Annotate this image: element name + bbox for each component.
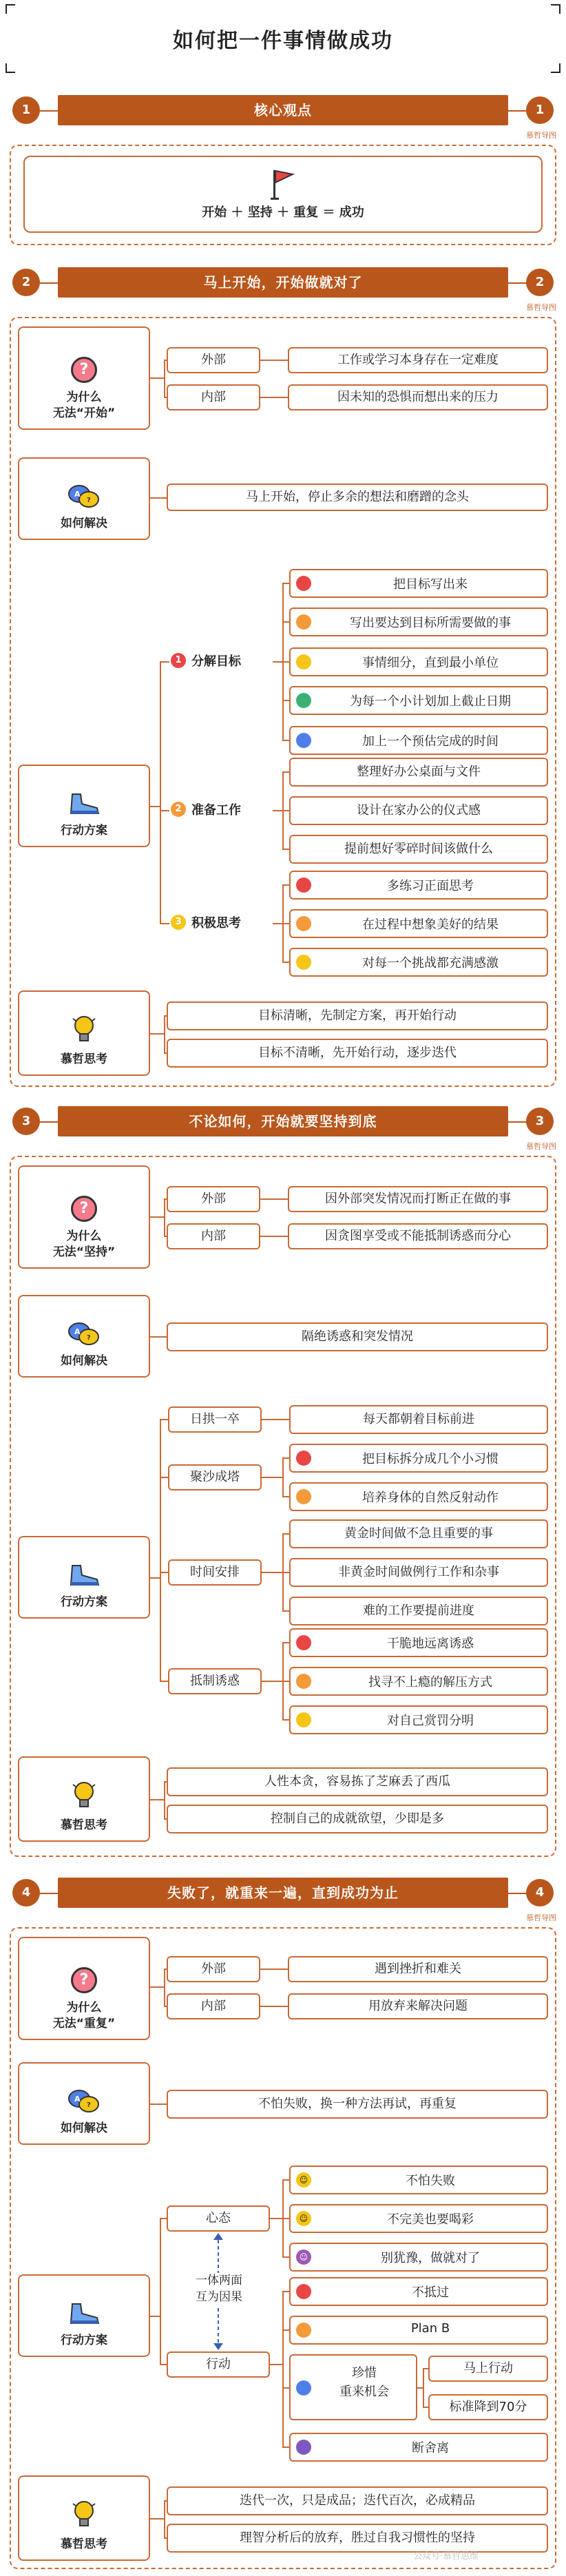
plan-item: 多练习正面思考 (387, 879, 474, 893)
why-external-text: 遇到挫折和难关 (288, 1956, 548, 1982)
group-2 (171, 800, 241, 818)
plan-item: 对自己赏罚分明 (387, 1714, 474, 1728)
credit-label: 慕哲导图 (526, 1913, 556, 1922)
question-icon: ? (71, 357, 97, 383)
why-label-2: 无法“重复” (52, 2017, 116, 2031)
group-name: 积极思考 (191, 916, 241, 931)
relation-label-line-2: 互为因果 (196, 2289, 242, 2304)
tag-internal: 内部 (167, 1223, 260, 1249)
how-text: 隔绝诱惑和突发情况 (167, 1322, 548, 1351)
tag-external: 外部 (167, 1186, 260, 1212)
think-item: 迭代一次，只是成品；迭代百次，必成精品 (167, 2486, 548, 2515)
bulb-icon (72, 1015, 96, 1046)
emoji-icon: ☺ (296, 2172, 311, 2188)
think-node (18, 2475, 150, 2561)
section-banner: 核心观点 (58, 95, 508, 125)
how-node (18, 2062, 150, 2145)
group-1 (171, 652, 241, 669)
section-banner: 马上开始，开始做就对了 (58, 267, 508, 298)
shoe-icon (67, 790, 101, 818)
plan-item: 培养身体的自然反射动作 (362, 1490, 499, 1505)
mind-item: 不完美也要喝彩 (387, 2212, 474, 2227)
shoe-icon (67, 1561, 101, 1589)
plan-item: 事情细分，直到最小单位 (362, 656, 499, 670)
svg-text:?: ? (87, 1334, 91, 1342)
think-item: 控制自己的成就欲望，少即是多 (167, 1805, 548, 1834)
chance-node (313, 2364, 416, 2401)
watermark: 公众号·慕哲思维 (413, 2551, 479, 2562)
section-number: 1 (12, 96, 40, 124)
group-number: 2 (171, 802, 186, 817)
plan-item: 写出要达到目标所需要做的事 (350, 616, 511, 630)
tag-internal: 内部 (167, 384, 260, 411)
group-3 (171, 913, 241, 931)
how-label: 如何解决 (61, 1354, 107, 1369)
credit-label: 慕哲导图 (526, 303, 556, 312)
section-number: 2 (12, 269, 40, 296)
svg-text:?: ? (87, 2101, 91, 2110)
mind-item: 别犹豫，做就对了 (381, 2251, 480, 2265)
tag-internal: 内部 (167, 1993, 260, 2019)
plan-item: 提前想好零碎时间该做什么 (289, 835, 548, 864)
plan-item: 难的工作要提前进度 (289, 1597, 548, 1625)
act-node: 行动 (167, 2351, 270, 2378)
how-node (18, 1295, 150, 1378)
plan-node (18, 1536, 150, 1619)
chance-label-2: 重来机会 (339, 2385, 389, 2399)
tag-external: 外部 (167, 1956, 260, 1982)
question-icon: ? (71, 1196, 97, 1222)
plan-item: 在过程中想象美好的结果 (362, 917, 499, 932)
think-label: 慕哲思考 (61, 2537, 107, 2552)
section-banner: 失败了，就重来一遍，直到成功为止 (58, 1878, 508, 1908)
plan-item: 对每一个挑战都充满感激 (362, 956, 499, 970)
why-external-text: 因外部突发情况而打断正在做的事 (288, 1186, 548, 1212)
svg-text:A: A (74, 2095, 81, 2104)
mind-item: 不怕失败 (406, 2174, 455, 2188)
svg-text:A: A (74, 490, 81, 499)
plan-item: 干脆地远离诱惑 (387, 1637, 474, 1651)
credit-label: 慕哲导图 (526, 131, 556, 140)
section-number: 2 (526, 269, 554, 296)
think-label: 慕哲思考 (61, 1052, 107, 1067)
act-item: 断舍离 (412, 2441, 449, 2455)
how-text: 不怕失败，换一种方法再试，再重复 (167, 2090, 548, 2119)
plan-item: 把目标拆分成几个小习惯 (362, 1452, 499, 1466)
plan-item: 整理好办公桌面与文件 (289, 758, 548, 787)
chance-label-1: 珍惜 (352, 2366, 377, 2380)
why-label-1: 为什么 (66, 1229, 102, 1244)
act-item: 不抵过 (412, 2285, 449, 2300)
plan-node (18, 765, 150, 847)
svg-text:A: A (74, 1327, 81, 1337)
group-name: 准备工作 (191, 803, 241, 818)
how-label: 如何解决 (61, 517, 107, 531)
flag-icon (269, 167, 297, 200)
think-item: 目标清晰，先制定方案，再开始行动 (167, 1001, 548, 1030)
relation-label-line-1: 一体两面 (196, 2274, 242, 2287)
core-formula-text: 开始 ＋ 坚持 ＋ 重复 ＝ 成功 (202, 205, 364, 220)
plan-item: 加上一个预估完成的时间 (362, 734, 499, 749)
why-internal-text: 因贪图享受或不能抵制诱惑而分心 (288, 1223, 548, 1249)
chat-icon (67, 2088, 101, 2115)
chat-icon (67, 1320, 101, 1348)
plan-item: 为每一个小计划加上截止日期 (350, 694, 511, 709)
plan-item: 非黄金时间做例行工作和杂事 (289, 1558, 548, 1587)
section-number: 4 (526, 1879, 554, 1907)
emoji-icon: ☺ (296, 2250, 311, 2265)
why-node (18, 1165, 150, 1269)
svg-text:?: ? (87, 497, 91, 505)
emoji-icon: ☺ (296, 2211, 311, 2226)
why-internal-text: 用放弃来解决问题 (288, 1993, 548, 2019)
relation-label (185, 2273, 253, 2306)
bulb-icon (72, 1780, 96, 1812)
section-number: 1 (526, 96, 554, 124)
shoe-icon (67, 2300, 101, 2327)
mind-node: 心态 (167, 2205, 270, 2232)
section-banner: 不论如何，开始就要坚持到底 (58, 1106, 508, 1136)
how-text: 马上开始，停止多余的想法和磨蹭的念头 (167, 484, 548, 511)
plan-item: 找寻不上瘾的解压方式 (368, 1675, 492, 1690)
why-label-1: 为什么 (66, 2001, 102, 2015)
how-label: 如何解决 (61, 2121, 107, 2136)
plan-label: 行动方案 (61, 824, 107, 838)
group-name: 聚沙成塔 (168, 1464, 262, 1490)
why-node (18, 326, 150, 430)
think-item: 人性本贪，容易拣了芝麻丢了西瓜 (167, 1767, 548, 1796)
group-name: 抵制诱惑 (168, 1668, 262, 1694)
page-title: 如何把一件事情做成功 (173, 29, 393, 53)
why-internal-text: 因未知的恐惧而想出来的压力 (288, 384, 548, 411)
think-node (18, 1756, 150, 1842)
section-number: 3 (526, 1108, 554, 1135)
plan-item: 设计在家办公的仪式感 (289, 796, 548, 825)
credit-label: 慕哲导图 (526, 1142, 556, 1151)
think-label: 慕哲思考 (61, 1818, 107, 1833)
plan-item: 每天都朝着目标前进 (289, 1405, 548, 1434)
why-label-1: 为什么 (66, 391, 102, 405)
plan-item: 把目标写出来 (393, 577, 468, 592)
group-number: 3 (171, 915, 186, 930)
question-icon: ? (71, 1967, 97, 1993)
why-external-text: 工作或学习本身存在一定难度 (288, 347, 548, 373)
bulb-icon (72, 2500, 96, 2531)
plan-node (18, 2274, 150, 2357)
think-node (18, 990, 150, 1076)
core-formula-box (23, 156, 543, 233)
plan-label: 行动方案 (61, 1595, 107, 1610)
how-node (18, 457, 150, 540)
section-number: 3 (12, 1108, 40, 1135)
why-label-2: 无法“开始” (52, 406, 116, 421)
chance-item: 马上行动 (428, 2356, 548, 2382)
chat-icon (67, 483, 101, 510)
plan-item: 黄金时间做不急且重要的事 (289, 1519, 548, 1548)
group-name: 分解目标 (191, 654, 241, 669)
why-label-2: 无法“坚持” (52, 1245, 116, 1260)
tag-external: 外部 (167, 347, 260, 373)
plan-label: 行动方案 (61, 2334, 107, 2348)
group-number: 1 (171, 653, 186, 668)
why-node (18, 1937, 150, 2040)
act-item: Plan B (410, 2321, 450, 2336)
group-name: 时间安排 (168, 1559, 262, 1586)
group-name: 日拱一卒 (168, 1406, 262, 1433)
section-number: 4 (12, 1879, 40, 1907)
think-item: 目标不清晰，先开始行动，逐步迭代 (167, 1039, 548, 1068)
think-item: 理智分析后的放弃，胜过自我习惯性的坚持 (167, 2524, 548, 2553)
chance-item: 标准降到70分 (428, 2394, 548, 2420)
